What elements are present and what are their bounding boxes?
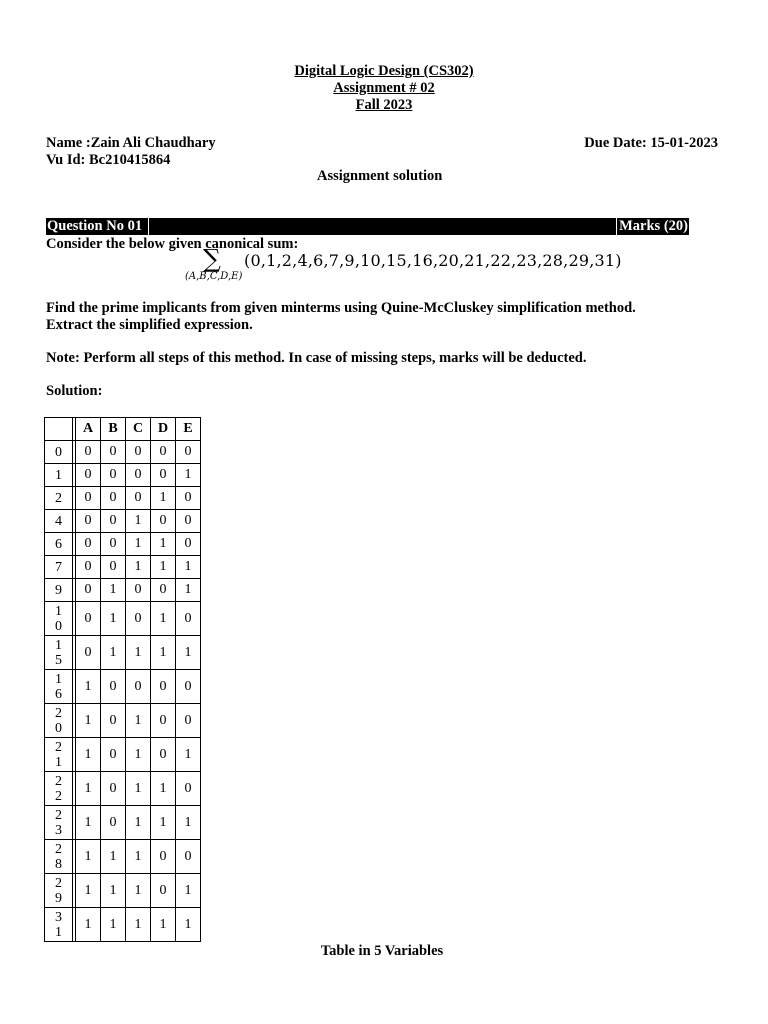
instruction-line-2: Extract the simplified expression. bbox=[46, 317, 253, 333]
bit-cell: 1 bbox=[151, 556, 176, 579]
bit-cell: 0 bbox=[176, 840, 201, 874]
minterm-index-cell: 1 bbox=[45, 464, 73, 487]
bit-cell: 0 bbox=[76, 556, 101, 579]
bit-cell: 0 bbox=[76, 602, 101, 636]
question-intro: Consider the below given canonical sum: bbox=[46, 236, 299, 252]
bit-cell: 1 bbox=[151, 636, 176, 670]
bit-cell: 1 bbox=[126, 533, 151, 556]
bit-cell: 1 bbox=[76, 874, 101, 908]
bit-cell: 1 bbox=[151, 806, 176, 840]
bit-cell: 1 bbox=[126, 510, 151, 533]
table-row bbox=[45, 772, 201, 806]
bit-cell: 0 bbox=[176, 670, 201, 704]
bit-cell: 1 bbox=[101, 636, 126, 670]
column-header: A bbox=[76, 418, 101, 441]
bit-cell: 0 bbox=[76, 464, 101, 487]
minterm-index-cell: 6 bbox=[45, 533, 73, 556]
minterm-index-cell: 1 6 bbox=[45, 670, 73, 704]
minterm-index-cell: 2 0 bbox=[45, 704, 73, 738]
instruction-line-1: Find the prime implicants from given minterms using Quine-McCluskey simplification method. bbox=[46, 300, 636, 316]
bit-cell: 1 bbox=[176, 636, 201, 670]
minterm-index-cell: 2 3 bbox=[45, 806, 73, 840]
bit-cell: 0 bbox=[176, 441, 201, 464]
page-subtitle: Assignment solution bbox=[317, 168, 443, 184]
bit-cell: 1 bbox=[76, 738, 101, 772]
table-row bbox=[45, 908, 201, 942]
minterm-list: (0,1,2,4,6,7,9,10,15,16,20,21,22,23,28,29,31) bbox=[244, 251, 622, 270]
bit-cell: 1 bbox=[126, 738, 151, 772]
bit-cell: 0 bbox=[151, 840, 176, 874]
bit-cell: 0 bbox=[126, 487, 151, 510]
bit-cell: 0 bbox=[101, 738, 126, 772]
bit-cell: 1 bbox=[126, 636, 151, 670]
bit-cell: 1 bbox=[126, 908, 151, 942]
bit-cell: 0 bbox=[126, 602, 151, 636]
table-row bbox=[45, 579, 201, 602]
truth-table bbox=[44, 417, 201, 942]
table-row bbox=[45, 464, 201, 487]
bit-cell: 0 bbox=[151, 670, 176, 704]
bit-cell: 0 bbox=[101, 704, 126, 738]
bit-cell: 0 bbox=[126, 579, 151, 602]
sigma-symbol: ∑ bbox=[203, 244, 221, 273]
table-row bbox=[45, 738, 201, 772]
assignment-number: Assignment # 02 bbox=[333, 80, 435, 96]
bit-cell: 0 bbox=[151, 704, 176, 738]
minterm-index-cell: 1 0 bbox=[45, 602, 73, 636]
bit-cell: 1 bbox=[176, 579, 201, 602]
header-corner-cell bbox=[45, 418, 73, 441]
bit-cell: 0 bbox=[126, 441, 151, 464]
minterm-index-cell: 0 bbox=[45, 441, 73, 464]
bit-cell: 0 bbox=[151, 441, 176, 464]
bit-cell: 0 bbox=[176, 772, 201, 806]
bit-cell: 1 bbox=[101, 602, 126, 636]
term: Fall 2023 bbox=[355, 97, 413, 113]
column-header: C bbox=[126, 418, 151, 441]
table-row bbox=[45, 840, 201, 874]
bit-cell: 0 bbox=[151, 464, 176, 487]
bit-cell: 1 bbox=[151, 772, 176, 806]
table-row bbox=[45, 806, 201, 840]
bit-cell: 1 bbox=[76, 908, 101, 942]
bit-cell: 0 bbox=[101, 441, 126, 464]
bit-cell: 0 bbox=[101, 772, 126, 806]
bit-cell: 0 bbox=[76, 579, 101, 602]
due-date: Due Date: 15-01-2023 bbox=[584, 135, 718, 151]
column-header: E bbox=[176, 418, 201, 441]
bit-cell: 1 bbox=[126, 806, 151, 840]
course-title: Digital Logic Design (CS302) bbox=[294, 63, 474, 79]
bit-cell: 0 bbox=[101, 533, 126, 556]
bit-cell: 0 bbox=[176, 487, 201, 510]
bit-cell: 1 bbox=[176, 874, 201, 908]
bit-cell: 1 bbox=[101, 874, 126, 908]
bit-cell: 1 bbox=[176, 738, 201, 772]
bit-cell: 1 bbox=[101, 908, 126, 942]
bit-cell: 0 bbox=[101, 487, 126, 510]
minterm-index-cell: 4 bbox=[45, 510, 73, 533]
bit-cell: 1 bbox=[76, 806, 101, 840]
question-number: Question No 01 bbox=[47, 218, 143, 234]
bit-cell: 0 bbox=[101, 510, 126, 533]
table-row bbox=[45, 874, 201, 908]
bit-cell: 0 bbox=[76, 533, 101, 556]
bit-cell: 1 bbox=[176, 464, 201, 487]
student-id: Vu Id: Bc210415864 bbox=[46, 152, 171, 168]
table-row bbox=[45, 670, 201, 704]
bit-cell: 1 bbox=[101, 840, 126, 874]
table-row bbox=[45, 533, 201, 556]
table-row bbox=[45, 704, 201, 738]
bit-cell: 0 bbox=[76, 510, 101, 533]
bit-cell: 1 bbox=[101, 579, 126, 602]
note-text: Note: Perform all steps of this method. In case of missing steps, marks will be deducted. bbox=[46, 350, 587, 366]
column-header: B bbox=[101, 418, 126, 441]
bit-cell: 1 bbox=[126, 556, 151, 579]
bit-cell: 1 bbox=[126, 840, 151, 874]
question-header-bar bbox=[46, 218, 689, 235]
bit-cell: 0 bbox=[151, 510, 176, 533]
bit-cell: 1 bbox=[151, 487, 176, 510]
bit-cell: 0 bbox=[76, 487, 101, 510]
bit-cell: 0 bbox=[126, 464, 151, 487]
student-name: Name :Zain Ali Chaudhary bbox=[46, 135, 216, 151]
minterm-index-cell: 7 bbox=[45, 556, 73, 579]
bit-cell: 1 bbox=[76, 840, 101, 874]
bit-cell: 1 bbox=[126, 772, 151, 806]
bit-cell: 1 bbox=[176, 908, 201, 942]
table-row bbox=[45, 510, 201, 533]
bit-cell: 1 bbox=[126, 704, 151, 738]
minterm-index-cell: 2 bbox=[45, 487, 73, 510]
bit-cell: 1 bbox=[76, 670, 101, 704]
minterm-index-cell: 9 bbox=[45, 579, 73, 602]
bit-cell: 1 bbox=[76, 772, 101, 806]
sum-variables: (A,B,C,D,E) bbox=[185, 271, 243, 282]
bit-cell: 0 bbox=[176, 533, 201, 556]
question-bar-divider bbox=[148, 218, 149, 235]
bit-cell: 0 bbox=[101, 556, 126, 579]
minterm-index-cell: 1 5 bbox=[45, 636, 73, 670]
bit-cell: 1 bbox=[176, 556, 201, 579]
bit-cell: 1 bbox=[151, 908, 176, 942]
bit-cell: 0 bbox=[126, 670, 151, 704]
table-header-row bbox=[45, 418, 201, 441]
table-row bbox=[45, 441, 201, 464]
minterm-index-cell: 2 9 bbox=[45, 874, 73, 908]
bit-cell: 0 bbox=[176, 510, 201, 533]
bit-cell: 1 bbox=[151, 602, 176, 636]
column-header: D bbox=[151, 418, 176, 441]
minterm-index-cell: 2 2 bbox=[45, 772, 73, 806]
minterm-index-cell: 2 8 bbox=[45, 840, 73, 874]
minterm-index-cell: 2 1 bbox=[45, 738, 73, 772]
bit-cell: 1 bbox=[176, 806, 201, 840]
table-row bbox=[45, 556, 201, 579]
bit-cell: 0 bbox=[151, 874, 176, 908]
minterm-index-cell: 3 1 bbox=[45, 908, 73, 942]
bit-cell: 0 bbox=[101, 670, 126, 704]
table-row bbox=[45, 487, 201, 510]
question-marks: Marks (20) bbox=[616, 218, 688, 235]
bit-cell: 1 bbox=[126, 874, 151, 908]
table-row bbox=[45, 602, 201, 636]
table-caption: Table in 5 Variables bbox=[320, 943, 444, 959]
bit-cell: 0 bbox=[151, 579, 176, 602]
bit-cell: 0 bbox=[176, 602, 201, 636]
bit-cell: 1 bbox=[76, 704, 101, 738]
bit-cell: 0 bbox=[101, 806, 126, 840]
bit-cell: 0 bbox=[151, 738, 176, 772]
bit-cell: 0 bbox=[176, 704, 201, 738]
table-row bbox=[45, 636, 201, 670]
bit-cell: 0 bbox=[76, 636, 101, 670]
bit-cell: 1 bbox=[151, 533, 176, 556]
bit-cell: 0 bbox=[101, 464, 126, 487]
bit-cell: 0 bbox=[76, 441, 101, 464]
solution-label: Solution: bbox=[46, 383, 103, 399]
